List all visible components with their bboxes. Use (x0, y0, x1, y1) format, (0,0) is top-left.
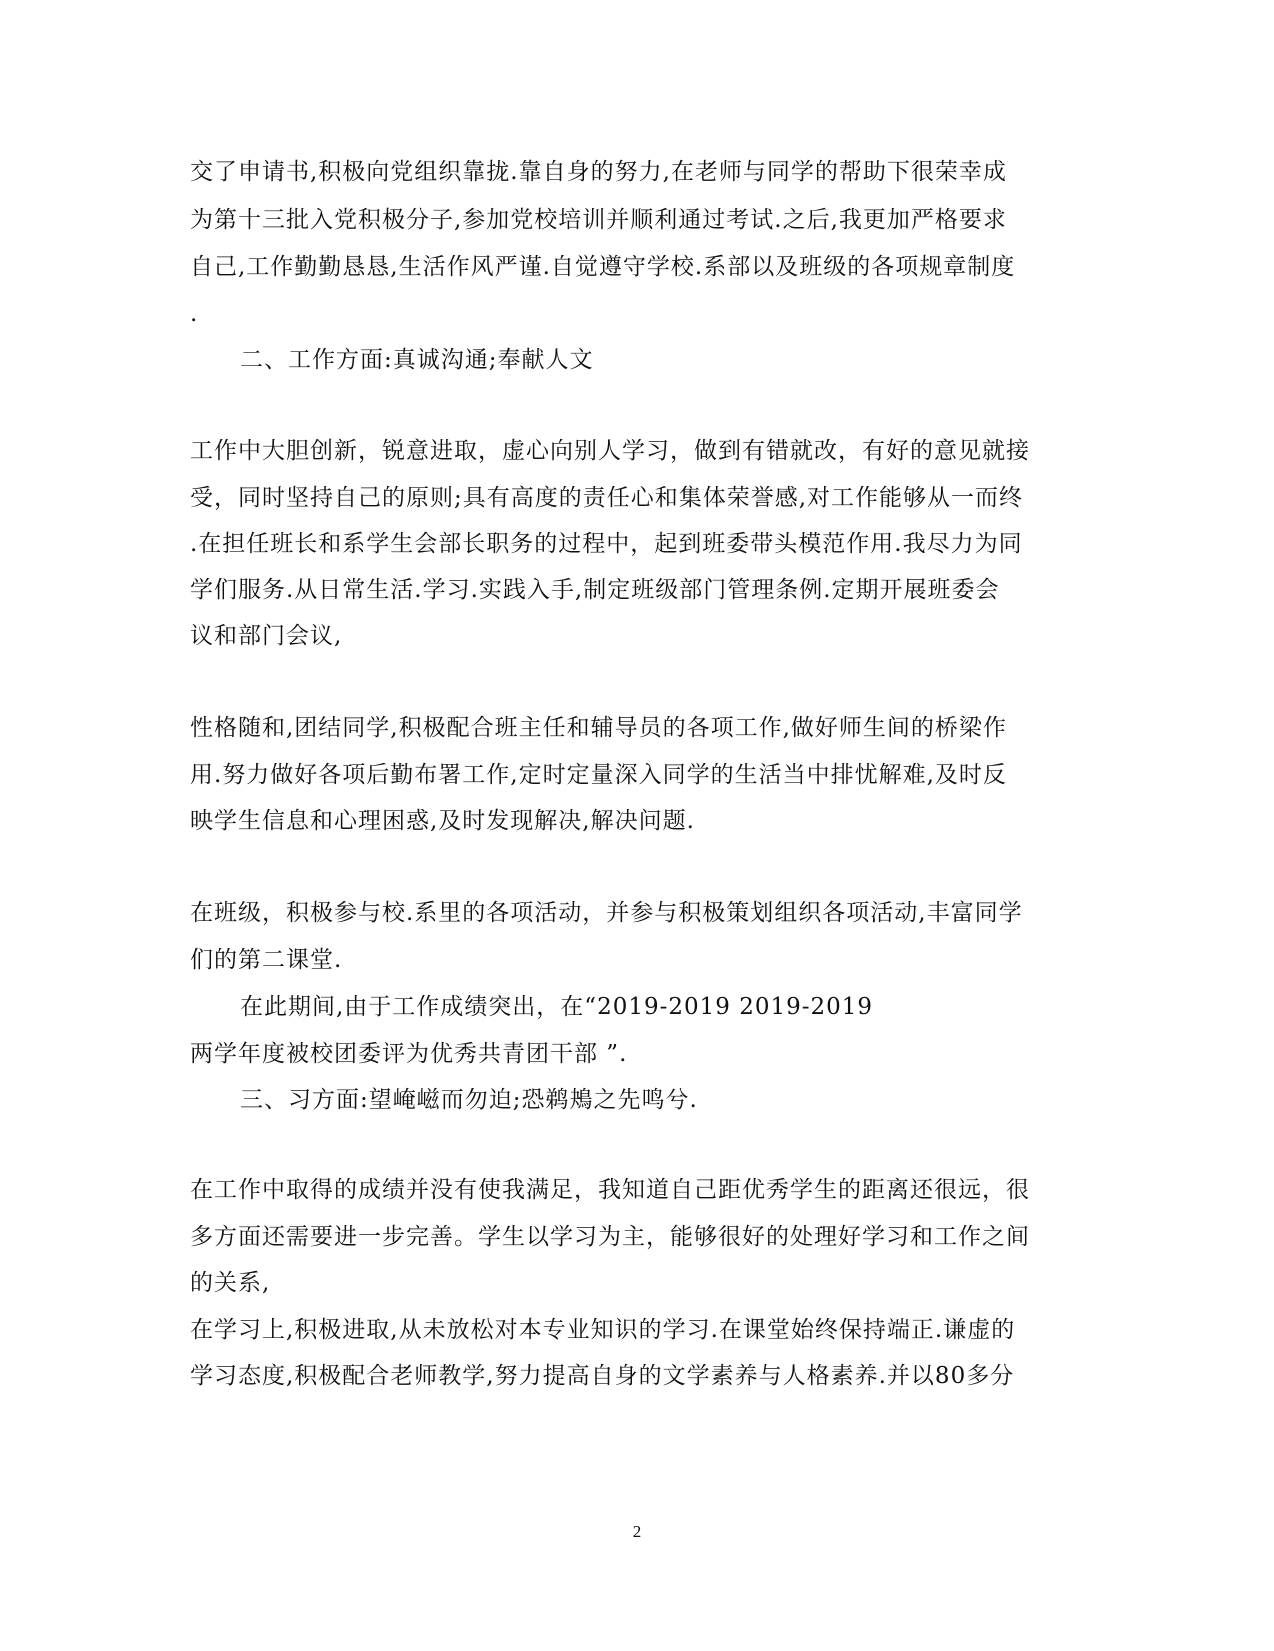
text-line: 学习态度,积极配合老师教学,努力提高自身的文学素养与人格素养.并以80多分 (190, 1363, 1015, 1389)
text-line: 的关系, (190, 1270, 271, 1296)
text-line: 映学生信息和心理困惑,及时发现解决,解决问题. (190, 808, 695, 834)
text-line: 自己,工作勤勤恳恳,生活作风严谨.自觉遵守学校.系部以及班级的各项规章制度 (190, 254, 1016, 280)
text-line: .在担任班长和系学生会部长职务的过程中，起到班委带头模范作用.我尽力为同 (190, 531, 1023, 557)
text-line: 两学年度被校团委评为优秀共青团干部 ”. (190, 1041, 628, 1067)
text-line: . (190, 301, 199, 327)
text-line: 在学习上,积极进取,从未放松对本专业知识的学习.在课堂始终保持端正.谦虚的 (190, 1317, 1016, 1343)
text-line: 工作中大胆创新，锐意进取，虚心向别人学习，做到有错就改，有好的意见就接 (190, 438, 1030, 464)
section-heading: 三、习方面:望崦嵫而勿迫;恐鹈鴂之先鸣兮. (240, 1087, 698, 1113)
text-line: 学们服务.从日常生活.学习.实践入手,制定班级部门管理条例.定期开展班委会 (190, 577, 1000, 603)
section-heading: 二、工作方面:真诚沟通;奉献人文 (240, 347, 594, 373)
text-line: 多方面还需要进一步完善。学生以学习为主，能够很好的处理好学习和工作之间 (190, 1224, 1030, 1250)
text-line: 性格随和,团结同学,积极配合班主任和辅导员的各项工作,做好师生间的桥梁作 (190, 715, 1007, 741)
text-line: 在班级，积极参与校.系里的各项活动，并参与积极策划组织各项活动,丰富同学 (190, 900, 1023, 926)
text-line: 们的第二课堂. (190, 947, 343, 973)
text-line: 在工作中取得的成绩并没有使我满足，我知道自己距优秀学生的距离还很远，很 (190, 1177, 1030, 1203)
text-line: 议和部门会议, (190, 623, 343, 649)
text-line: 在此期间,由于工作成绩突出，在“2019-2019 2019-2019 (240, 994, 874, 1020)
page-number: 2 (632, 1522, 642, 1541)
text-line: 用.努力做好各项后勤布署工作,定时定量深入同学的生活当中排忧解难,及时反 (190, 762, 1007, 788)
text-line: 为第十三批入党积极分子,参加党校培训并顺利通过考试.之后,我更加严格要求 (190, 207, 1007, 233)
text-line: 受，同时坚持自己的原则;具有高度的责任心和集体荣誉感,对工作能够从一而终 (190, 485, 1024, 511)
text-line: 交了申请书,积极向党组织靠拢.靠自身的努力,在老师与同学的帮助下很荣幸成 (190, 159, 1007, 185)
